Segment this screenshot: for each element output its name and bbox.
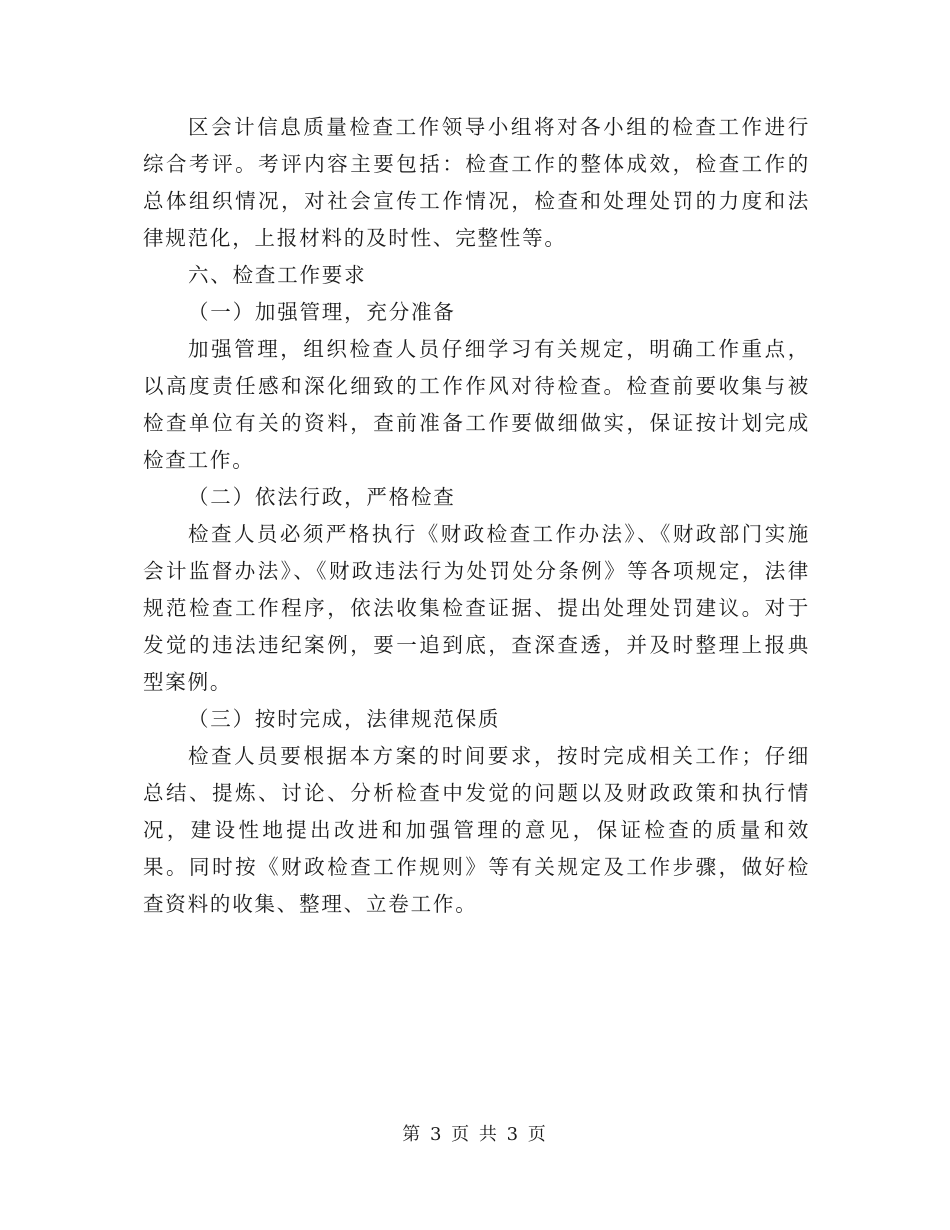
subheading-management: （一）加强管理，充分准备 [188, 300, 456, 324]
paragraph-management: 加强管理，组织检查人员仔细学习有关规定，明确工作重点，以高度责任感和深化细致的工作作风对待检查。检查前要收集与被检查单位有关的资料，查前准备工作要做细做实，保证按计划完成检查工作。 [143, 337, 810, 472]
section-heading-requirements: 六、检查工作要求 [188, 263, 367, 287]
document-body [143, 109, 810, 923]
paragraph-review: 区会计信息质量检查工作领导小组将对各小组的检查工作进行综合考评。考评内容主要包括：检查工作的整体成效，检查工作的总体组织情况，对社会宣传工作情况，检查和处理处罚的力度和法律规范化，上报材料的及时性、完整性等。 [143, 115, 810, 250]
subheading-law: （二）依法行政，严格检查 [188, 485, 456, 509]
paragraph-ontime: 检查人员要根据本方案的时间要求，按时完成相关工作；仔细总结、提炼、讨论、分析检查中发觉的问题以及财政政策和执行情况，建设性地提出改进和加强管理的意见，保证检查的质量和效果。同时按《财政检查工作规则》等有关规定及工作步骤，做好检查资料的收集、整理、立卷工作。 [143, 744, 810, 916]
subheading-ontime: （三）按时完成，法律规范保质 [188, 707, 501, 731]
page-number-footer: 第 3 页 共 3 页 [402, 1124, 548, 1145]
paragraph-law: 检查人员必须严格执行《财政检查工作办法》、《财政部门实施会计监督办法》、《财政违法行为处罚处分条例》等各项规定，法律规范检查工作程序，依法收集检查证据、提出处理处罚建议。对于发觉的违法违纪案例，要一追到底，查深查透，并及时整理上报典型案例。 [143, 522, 810, 694]
